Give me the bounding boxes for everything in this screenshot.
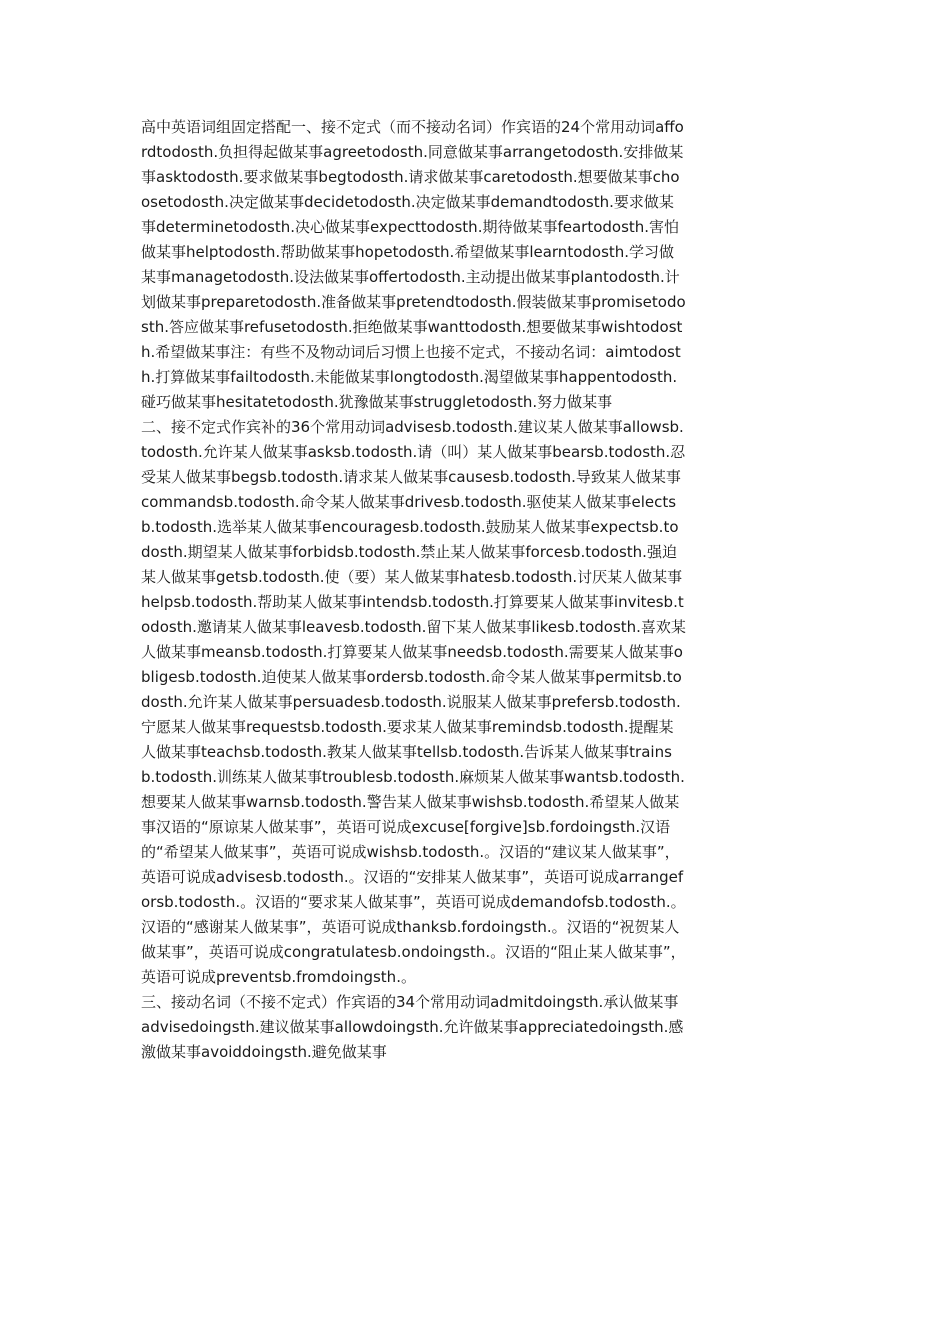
paragraph-infinitive-complement-verbs: 二、接不定式作宾补的36个常用动词advisesb.todosth.建议某人做某事allowsb.todosth.允许某人做某事asksb.todosth.请（叫）某人做某事bearsb.todosth.忍受某人做某事begsb.todosth.请求某人做某事causesb.todosth.导致某人做某事commandsb.todosth.命令某人做某事drivesb.todosth.驱使某人做某事electsb.todosth.选举某人做某事encouragesb.todosth.鼓励某人做某事expectsb.todosth.期望某人做某事forbidsb.todosth.禁止某人做某事forcesb.todosth.强迫某人做某事getsb.todosth.使（要）某人做某事hatesb.todosth.讨厌某人做某事helpsb.todosth.帮助某人做某事intendsb.todosth.打算要某人做某事invitesb.todosth.邀请某人做某事leavesb.todosth.留下某人做某事likesb.todosth.喜欢某人做某事meansb.todosth.打算要某人做某事needsb.todosth.需要某人做某事obligesb.todosth.迫使某人做某事ordersb.todosth.命令某人做某事permitsb.todosth.允许某人做某事persuadesb.todosth.说服某人做某事prefersb.todosth.宁愿某人做某事requestsb.todosth.要求某人做某事remindsb.todosth.提醒某人做某事teachsb.todosth.教某人做某事tellsb.todosth.告诉某人做某事trainsb.todosth.训练某人做某事troublesb.todosth.麻烦某人做某事wantsb.todosth.想要某人做某事warnsb.todosth.警告某人做某事wishsb.todosth.希望某人做某事汉语的“原谅某人做某事”，英语可说成excuse[forgive]sb.fordoingsth.汉语的“希望某人做某事”，英语可说成wishsb.todosth.。汉语的“建议某人做某事”，英语可说成advisesb.todosth.。汉语的“安排某人做某事”，英语可说成arrangeforsb.todosth.。汉语的“要求某人做某事”，英语可说成demandofsb.todosth.。汉语的“感谢某人做某事”，英语可说成thanksb.fordoingsth.。汉语的“祝贺某人做某事”，英语可说成congratulatesb.ondoingsth.。汉语的“阻止某人做某事”，英语可说成preventsb.fromdoingsth.。 [141, 418, 686, 986]
paragraph-infinitive-object-verbs: 高中英语词组固定搭配一、接不定式（而不接动名词）作宾语的24个常用动词affordtodosth.负担得起做某事agreetodosth.同意做某事arrangetodosth.安排做某事asktodosth.要求做某事begtodosth.请求做某事caretodosth.想要做某事choosetodosth.决定做某事decidetodosth.决定做某事demandtodosth.要求做某事determinetodosth.决心做某事expecttodosth.期待做某事feartodosth.害怕做某事helptodosth.帮助做某事hopetodosth.希望做某事learntodosth.学习做某事managetodosth.设法做某事offertodosth.主动提出做某事plantodosth.计划做某事preparetodosth.准备做某事pretendtodosth.假装做某事promisetodosth.答应做某事refusetodosth.拒绝做某事wanttodosth.想要做某事wishtodosth.希望做某事注：有些不及物动词后习惯上也接不定式，不接动名词：aimtodosth.打算做某事failtodosth.未能做某事longtodosth.渴望做某事happentodosth.碰巧做某事hesitatetodosth.犹豫做某事struggletodosth.努力做某事 [141, 118, 686, 411]
document-body [141, 115, 686, 1065]
paragraph-gerund-object-verbs: 三、接动名词（不接不定式）作宾语的34个常用动词admitdoingsth.承认做某事advisedoingsth.建议做某事allowdoingsth.允许做某事appreciatedoingsth.感激做某事avoiddoingsth.避免做某事 [141, 993, 684, 1061]
